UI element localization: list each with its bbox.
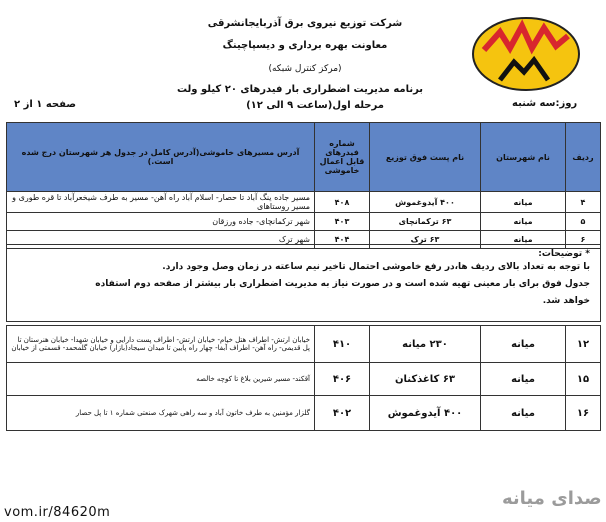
table-row bbox=[7, 192, 601, 213]
cell-city: میانه bbox=[481, 326, 566, 363]
cell-substation: ۶۳ ترک bbox=[370, 231, 481, 249]
cell-row: ۵ bbox=[566, 213, 601, 231]
cell-row: ۴ bbox=[566, 192, 601, 213]
cell-feeder: ۴۱۰ bbox=[315, 326, 370, 363]
cell-substation: ۶۳ ترکمانچای bbox=[370, 213, 481, 231]
day-label: روز:سه شنبه bbox=[512, 98, 578, 109]
cell-substation: ۶۳ کاغذکنان bbox=[370, 363, 481, 396]
notes-line: جدول فوق برای بار معینی تهیه شده است و در صورت نیاز به مدیریت اضطراری بار بیشتر از صفحه دوم استفاده bbox=[95, 279, 590, 289]
page-number: صفحه ۱ از ۲ bbox=[14, 99, 76, 110]
cell-feeder: ۴۰۸ bbox=[315, 192, 370, 213]
cell-row: ۱۵ bbox=[566, 363, 601, 396]
cell-city: میانه bbox=[481, 231, 566, 249]
notes-line: خواهد شد. bbox=[542, 296, 590, 306]
col-header-address: آدرس مسیرهای خاموشی(آدرس کامل در جدول هر شهرستان درج شده است.) bbox=[7, 123, 315, 192]
company-name: شرکت توزیع نیروی برق آذربایجانشرقی bbox=[207, 18, 403, 29]
source-url: vom.ir/84620m bbox=[4, 505, 111, 520]
table-row bbox=[7, 396, 601, 431]
cell-address: خیابان ارتش- اطراف هتل خیام- خیابان ارتش- اطراف پست دارایی و خیابان شهدا- خیابان هنرستان تا پل قدیمی- راه آهن- اطراف آبفا- چهار راه پایین تا میدان سیجاد(بازار) خیابان گلمحمد- قسمتی از خیابان bbox=[7, 326, 315, 363]
cell-address: شهر ترک bbox=[7, 231, 315, 249]
deputy-name: معاونت بهره برداری و دیسپاچینگ bbox=[222, 40, 388, 51]
notes-line: با توجه به تعداد بالای ردیف ها،در رفع خاموشی احتمال تاخیر نیم ساعته در زمان وصل وجود دارد. bbox=[162, 262, 590, 272]
col-header-city: نام شهرستان bbox=[481, 123, 566, 192]
col-header-feeder: شماره فیدرهای قابل اعمال خاموشی bbox=[315, 123, 370, 192]
cell-city: میانه bbox=[481, 213, 566, 231]
stage-label: مرحله اول(ساعت ۹ الی ۱۲) bbox=[246, 100, 384, 111]
cell-row: ۶ bbox=[566, 231, 601, 249]
watermark-brand: صدای میانه bbox=[502, 488, 602, 509]
cell-feeder: ۴۰۴ bbox=[315, 231, 370, 249]
notes-box bbox=[6, 244, 601, 322]
cell-substation: ۴۰۰ آیدوغموش bbox=[370, 396, 481, 431]
cell-substation: ۲۳۰ میانه bbox=[370, 326, 481, 363]
col-header-substation: نام پست فوق توزیع bbox=[370, 123, 481, 192]
notes-title: * توضیحات: bbox=[538, 249, 590, 259]
cell-address: شهر ترکمانچای- جاده ورزقان bbox=[7, 213, 315, 231]
cell-address: آقکند- مسیر شیرین بلاغ تا کوچه خالصه bbox=[7, 363, 315, 396]
cell-city: میانه bbox=[481, 363, 566, 396]
table-header-row bbox=[7, 123, 601, 192]
program-title: برنامه مدیریت اضطراری بار فیدرهای ۲۰ کیلو ولت bbox=[176, 84, 424, 95]
cell-feeder: ۴۰۲ bbox=[315, 396, 370, 431]
cell-city: میانه bbox=[481, 396, 566, 431]
col-header-row: ردیف bbox=[566, 123, 601, 192]
outage-table bbox=[6, 122, 601, 249]
cell-address: گلزار مؤمنین به طرف خاتون آباد و سه راهی شهرک صنعتی شماره ۱ تا پل حصار bbox=[7, 396, 315, 431]
table-row bbox=[7, 213, 601, 231]
cell-substation: ۴۰۰ آیدوغموش bbox=[370, 192, 481, 213]
outage-table-continued bbox=[6, 325, 601, 431]
cell-feeder: ۴۰۶ bbox=[315, 363, 370, 396]
company-logo bbox=[470, 14, 582, 94]
table-row bbox=[7, 326, 601, 363]
cell-row: ۱۲ bbox=[566, 326, 601, 363]
center-name: (مرکز کنترل شبکه) bbox=[268, 64, 342, 74]
cell-city: میانه bbox=[481, 192, 566, 213]
table-row bbox=[7, 363, 601, 396]
cell-address: مسیر جاده ینگ آباد تا حصار- اسلام آباد راه آهن- مسیر به طرف شیخعرآباد تا قره طوری و مسیر روستاهای bbox=[7, 192, 315, 213]
cell-row: ۱۶ bbox=[566, 396, 601, 431]
cell-feeder: ۴۰۳ bbox=[315, 213, 370, 231]
